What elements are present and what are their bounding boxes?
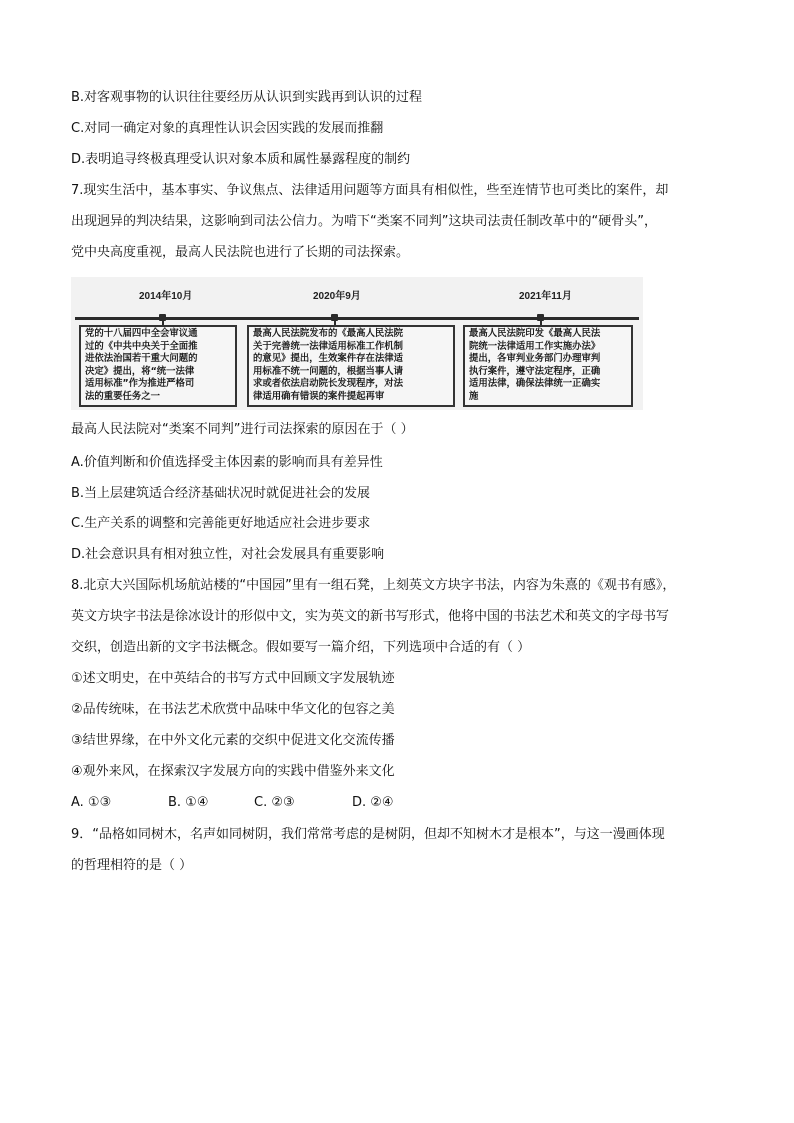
q7-question: 最高人民法院对“类案不同判”进行司法探索的原因在于（ ） <box>71 422 414 437</box>
timeline-box-3-line: 最高人民法院印发《最高人民法 <box>469 328 601 339</box>
q8-option-b: B. ①④ <box>168 795 209 810</box>
option-d: D.表明追寻终极真理受认识对象本质和属性暴露程度的制约 <box>71 152 411 167</box>
timeline-box-2-line: 律适用确有错误的案件提起再审 <box>253 390 385 402</box>
q8-stem-line-2: 英文方块字书法是徐冰设计的形似中文，实为英文的新书写形式，他将中国的书法艺术和英文的字母书写 <box>71 609 670 624</box>
timeline-box-1-line: 党的十八届四中全会审议通 <box>85 328 198 339</box>
q8-option-d: D. ②④ <box>352 795 394 810</box>
q8-stem-line-3: 交织，创造出新的文字书法概念。假如要写一篇介绍，下列选项中合适的有（ ） <box>71 640 531 655</box>
timeline-box-3-line: 施 <box>469 390 479 402</box>
timeline-box-1-line: 决定》提出，将“统一法律 <box>85 365 195 377</box>
timeline-box-2-line: 用标准不统一问题的，根据当事人请 <box>253 365 404 377</box>
q7-stem-line-2: 出现迥异的判决结果，这影响到司法公信力。为啃下“类案不同判”这块司法责任制改革中的“硬骨头”， <box>71 214 657 229</box>
timeline-box-3-line: 院统一法律适用工作实施办法》 <box>469 340 601 352</box>
q8-item-4: ④观外来风，在探索汉字发展方向的实践中借鉴外来文化 <box>71 764 395 779</box>
timeline-box-2-line: 的意见》提出，生效案件存在法律适 <box>253 353 404 364</box>
q8-options <box>71 795 471 811</box>
timeline-date-3: 2021年11月 <box>519 291 572 302</box>
timeline-box-2-line: 最高人民法院发布的《最高人民法院 <box>253 328 404 339</box>
timeline-box-1 <box>79 325 237 407</box>
timeline-box-1-line: 过的《中共中央关于全面推 <box>85 340 198 352</box>
q8-item-3: ③结世界缘，在中外文化元素的交织中促进文化交流传播 <box>71 733 395 748</box>
timeline-box-1-line: 进依法治国若干重大问题的 <box>85 353 198 364</box>
timeline-box-2 <box>247 325 455 407</box>
timeline-box-3-line: 适用法律，确保法律统一正确实 <box>469 378 601 389</box>
timeline-box-1-line: 适用标准”作为推进严格司 <box>85 378 195 389</box>
q8-item-1: ①述文明史，在中英结合的书写方式中回顾文字发展轨迹 <box>71 671 395 686</box>
q7-option-d: D.社会意识具有相对独立性，对社会发展具有重要影响 <box>71 547 385 562</box>
q8-stem-line-1: 8.北京大兴国际机场航站楼的“中国园”里有一组石凳，上刻英文方块字书法，内容为朱熹的《观书有感》， <box>71 578 676 593</box>
timeline-box-3 <box>463 325 633 407</box>
timeline-box-3-line: 执行案件，遵守法定程序，正确 <box>469 365 601 377</box>
timeline-date-2: 2020年9月 <box>313 291 361 302</box>
q8-option-c: C. ②③ <box>254 795 295 810</box>
option-c: C.对同一确定对象的真理性认识会因实践的发展而推翻 <box>71 121 384 136</box>
q7-option-b: B.当上层建筑适合经济基础状况时就促进社会的发展 <box>71 486 371 501</box>
q9-stem-line-1: 9．“品格如同树木，名声如同树阴，我们常常考虑的是树阴，但却不知树木才是根本”，与这一漫画体现 <box>71 827 665 842</box>
timeline-box-2-line: 关于完善统一法律适用标准工作机制 <box>253 340 404 352</box>
timeline-box-1-line: 法的重要任务之一 <box>85 390 161 402</box>
q9-stem-line-2: 的哲理相符的是（ ） <box>71 858 193 873</box>
q7-stem-line-3: 党中央高度重视，最高人民法院也进行了长期的司法探索。 <box>71 245 410 260</box>
timeline-date-1: 2014年10月 <box>139 291 193 302</box>
option-b: B.对客观事物的认识往往要经历从认识到实践再到认识的过程 <box>71 90 423 105</box>
q8-option-a: A. ①③ <box>71 795 112 810</box>
q7-option-a: A.价值判断和价值选择受主体因素的影响而具有差异性 <box>71 455 383 470</box>
q7-option-c: C.生产关系的调整和完善能更好地适应社会进步要求 <box>71 516 371 531</box>
timeline-box-3-line: 提出，各审判业务部门办理审判 <box>469 353 601 364</box>
q7-stem-line-1: 7.现实生活中，基本事实、争议焦点、法律适用问题等方面具有相似性，些至连情节也可类比的案件，却 <box>71 183 669 198</box>
timeline-figure <box>71 277 643 410</box>
q8-item-2: ②品传统味，在书法艺术欣赏中品味中华文化的包容之美 <box>71 702 395 717</box>
timeline-box-2-line: 求或者依法启动院长发现程序，对法 <box>253 378 404 389</box>
